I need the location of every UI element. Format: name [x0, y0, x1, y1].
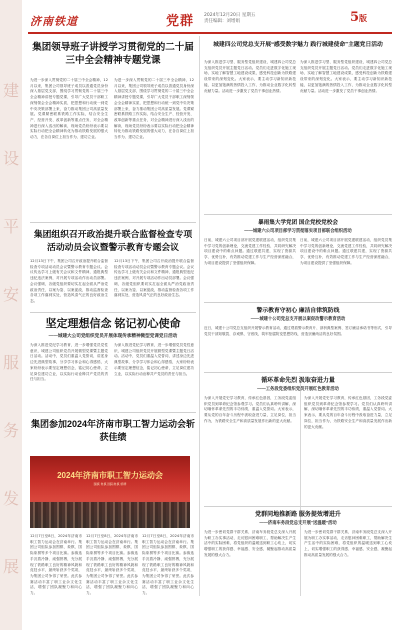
- article-headline: 党群同地推新路 服务提效增进升: [255, 512, 341, 518]
- article-subhead: ——济南车务段党总支开展“送温暖”活动: [259, 520, 337, 525]
- page-number-value: 5: [350, 10, 360, 25]
- article-body: 12月7日至8日，2024年济南市职工智力运动会在济南举行。集团公司组队参加围棋、象棋、国际象棋等多个项目比赛。参赛选手沉着冷静、顽强拼搏，充分展现了铁路职工良好的精神风貌和竞技水平，最终斩获多个奖项，为集团公司争得了荣誉。此次参赛活动丰富了职工业余文化生活，增强了团队凝聚力和向心力。: [30, 534, 82, 596]
- article-headline: 集团参加2024年济南市职工智力运动会斩获佳绩: [30, 419, 196, 442]
- newspaper-logo: 济南铁道: [30, 15, 78, 28]
- article-divider: [204, 372, 392, 373]
- article-body: 为进一步密切党群干群关系，济南车务段党总支深入开展为职工办实事活动，走访慰问困难职工，帮助解决生产生活中的实际困难，将党组织的温暖送到职工心坎上，切实增强职工的获得感、幸福感、安全感，凝聚起推动高质量发展的强大合力。: [204, 530, 296, 557]
- article-divider: [30, 222, 196, 223]
- article-divider: [204, 506, 392, 507]
- article-divider: [30, 412, 196, 413]
- article-divider: [30, 312, 196, 313]
- article-body: 为深入推进党纪学习教育，进一步增强党员党性意识，城建公司组织党员开展微型党课暨主题党日活动。活动中，党员们重温入党誓词，讲述身边先进典型故事，分享学习体会和心得感悟，大家纷纷表示要坚定理想信念，铭记初心使命，立足岗位建功立业，以实际行动诠释共产党员的责任与担当。: [114, 343, 194, 376]
- article-body: 12月13日下午，集团公司召开政治提升联合监督检查专项活动动员会议暨警示教育专题会议。会议传达学习上级有关会议和文件精神，通报典型违纪违法案例，对开展专项活动作出动员部署。会议强调，各级党组织要切实扛起全面从严治党政治责任，以案为鉴、以案促改，推动监督检查各项工作落到实处，营造风清气正的良好政治生态。: [114, 259, 194, 298]
- article-headline: 集团组织召开政治提升联合监督检查专项活动动员会议暨警示教育专题会议: [33, 229, 193, 252]
- photo-crowd: [30, 502, 190, 528]
- article-headline: 循环革命先烈 汲取奋进力量: [261, 378, 335, 384]
- article-headline: 城建四公司党总支开展“感受数字魅力 践行城建使命”主题党日活动: [213, 42, 383, 48]
- decorative-sidebar: [0, 0, 22, 630]
- article-subhead: ——城建六公司项目部学习贯彻落实项目部联合组织活动: [244, 228, 352, 233]
- photo-banner-sub: 围棋 象棋 国际象棋 桥牌: [93, 482, 127, 486]
- article-body: 为深入推进党纪学习教育，进一步增强党员党性意识，城建公司组织党员开展微型党课暨主题党日活动。活动中，党员们重温入党誓词，讲述身边先进典型故事，分享学习体会和心得感悟，大家纷纷表示要坚定理想信念，铭记初心使命，立足岗位建功立业，以实际行动诠释共产党员的责任与担当。: [30, 343, 108, 382]
- sidebar-glyph: 展: [2, 557, 19, 576]
- photo-banner-title: 2024年济南市职工智力运动会: [57, 471, 163, 480]
- article-body: 为进一步深入贯彻党的二十届三中全会精神，12月以来，集团公司领导班子成员以普通党员身份深入基层党支部，围绕学习贯彻党的二十届三中全会精神讲授专题党课，引导广大党员干部职工深刻领会全会精神实质，把思想和行动统一到党中央决策部署上来，奋力推动集团公司高质量发展。党课紧密联系铁路工作实际，结合安全生产、经营开发、改革创新等重点任务，对全会精神进行深入浅出的解读，现场党员纷纷表示要以实际行动把全会精神转化为推动铁路发展的强大动力，在各自岗位上担当作为、建功立业。: [30, 78, 108, 140]
- article-subhead: ——城建十公司党总支开展以案促改警示教育活动: [250, 316, 346, 321]
- article-body: 为深入开展党史学习教育，传承红色基因，工务段党委组织党员到革命纪念馆参观学习。党员们认真聆听讲解，深切缅怀革命先烈的丰功伟绩，重温入党誓词。大家表示，要从党的百年奋斗历程中汲取奋进力量，立足岗位，担当作为，为铁路安全生产和高质量发展作出新的更大贡献。: [204, 396, 296, 423]
- article-body: 为深入开展党史学习教育，传承红色基因，工务段党委组织党员到革命纪念馆参观学习。党员们认真聆听讲解，深切缅怀革命先烈的丰功伟绩，重温入党誓词。大家表示，要从党的百年奋斗历程中汲取奋进力量，立足岗位，担当作为，为铁路安全生产和高质量发展作出新的更大贡献。: [304, 396, 392, 429]
- sidebar-glyph: 安: [2, 285, 19, 304]
- section-title: 党群: [166, 14, 195, 29]
- sidebar-glyph: 建: [2, 81, 19, 100]
- article-body: 12月13日下午，集团公司召开政治提升联合监督检查专项活动动员会议暨警示教育专题会议。会议传达学习上级有关会议和文件精神，通报典型违纪违法案例，对开展专项活动作出动员部署。会议强调，各级党组织要切实扛起全面从严治党政治责任，以案为鉴、以案促改，推动监督检查各项工作落到实处，营造风清气正的良好政治生态。: [30, 259, 108, 303]
- article-headline: 警示教育守初心 廉洁自律筑防线: [256, 308, 340, 314]
- article-headline: 坚定理想信念 铭记初心使命: [45, 318, 181, 330]
- article-headline: 集团领导班子讲授学习贯彻党的二十届三中全会精神专题党课: [32, 42, 194, 66]
- article-body: 为进一步密切党群干群关系，济南车务段党总支深入开展为职工办实事活动，走访慰问困难职工，帮助解决生产生活中的实际困难，将党组织的温暖送到职工心坎上，切实增强职工的获得感、幸福感、安全感，凝聚起推动高质量发展的强大合力。: [304, 530, 392, 557]
- issue-info: [204, 13, 255, 25]
- sidebar-glyph: 务: [2, 421, 19, 440]
- article-divider: [204, 214, 392, 215]
- article-body: 为深入推进学习型、服务型党组织建设，城建四公司党总支组织党员开展主题党日活动。党员们走进数字化施工现场，实地了解智慧工地建设成果，感受科技创新为铁路建设带来的深刻变化。大家表示，要主动学习新知识新技能，以更加饱满的热情投入工作，为推动企业数字化转型贡献力量。活动进一步激发了党员干事创业热情。: [300, 60, 392, 93]
- page-unit: 版: [359, 13, 368, 23]
- issue-date: 2024年12月20日 星期五: [204, 13, 256, 18]
- column-divider: [300, 380, 301, 596]
- article-body: 为深入推进学习型、服务型党组织建设，城建四公司党总支组织党员开展主题党日活动。党员们走进数字化施工现场，实地了解智慧工地建设成果，感受科技创新为铁路建设带来的深刻变化。大家表示，要主动学习新知识新技能，以更加饱满的热情投入工作，为推动企业数字化转型贡献力量。活动进一步激发了党员干事创业热情。: [204, 60, 296, 93]
- masthead-rule: [28, 32, 392, 34]
- article-subhead: ——城建大公司党组织党员开展体现传承精神微型党课党日活动: [48, 333, 178, 338]
- article-body: 12月7日至8日，2024年济南市职工智力运动会在济南举行。集团公司组队参加围棋、象棋、国际象棋等多个项目比赛。参赛选手沉着冷静、顽强拼搏，充分展现了铁路职工良好的精神风貌和竞技水平，最终斩获多个奖项，为集团公司争得了荣誉。此次参赛活动丰富了职工业余文化生活，增强了团队凝聚力和向心力。: [142, 534, 194, 596]
- sidebar-glyph: 平: [2, 217, 19, 236]
- page-number: [350, 10, 367, 25]
- article-body: 日前，城建六公司项目部开展党建联建活动，组织党员集中学习党的创新理论，交流党建工作经验，共同研究解决项目建设中的难点问题。通过联建共建，实现了资源共享、优势互补，有效推动党建工作与生产经营深度融合，为项目建设提供了坚强组织保障。: [204, 238, 296, 265]
- article-body: 12月7日至8日，2024年济南市职工智力运动会在济南举行。集团公司组队参加围棋、象棋、国际象棋等多个项目比赛。参赛选手沉着冷静、顽强拼搏，充分展现了铁路职工良好的精神风貌和竞技水平，最终斩获多个奖项，为集团公司争得了荣誉。此次参赛活动丰富了职工业余文化生活，增强了团队凝聚力和向心力。: [86, 534, 138, 596]
- article-body: 近日，城建十公司党总支组织开展警示教育活动，通过观看警示教育片、剖析典型案例、签订廉洁承诺书等形式，引导党员干部知敬畏、存戒惧、守底线，筑牢拒腐防变思想防线，营造崇廉尚洁的良好氛围。: [204, 326, 392, 336]
- column-divider: [199, 36, 200, 596]
- event-photo: [30, 456, 190, 528]
- article-headline: 暴雨集大学党团 国企党校党校会: [258, 220, 338, 226]
- article-body: 日前，城建六公司项目部开展党建联建活动，组织党员集中学习党的创新理论，交流党建工作经验，共同研究解决项目建设中的难点问题。通过联建共建，实现了资源共享、优势互补，有效推动党建工作与生产经营深度融合，为项目建设提供了坚强组织保障。: [300, 238, 392, 265]
- article-divider: [204, 302, 392, 303]
- sidebar-glyph: 设: [2, 149, 19, 168]
- article-body: 为进一步深入贯彻党的二十届三中全会精神，12月以来，集团公司领导班子成员以普通党员身份深入基层党支部，围绕学习贯彻党的二十届三中全会精神讲授专题党课，引导广大党员干部职工深刻领会全会精神实质，把思想和行动统一到党中央决策部署上来，奋力推动集团公司高质量发展。党课紧密联系铁路工作实际，结合安全生产、经营开发、改革创新等重点任务，对全会精神进行深入浅出的解读，现场党员纷纷表示要以实际行动把全会精神转化为推动铁路发展的强大动力，在各自岗位上担当作为、建功立业。: [114, 78, 194, 140]
- sidebar-glyph: 发: [2, 489, 19, 508]
- sidebar-glyph: 服: [2, 353, 19, 372]
- issue-editor: 责任编辑：刘增娟: [204, 19, 240, 24]
- article-subhead: ——工务段党委组织党员开展红色教育活动: [257, 386, 339, 391]
